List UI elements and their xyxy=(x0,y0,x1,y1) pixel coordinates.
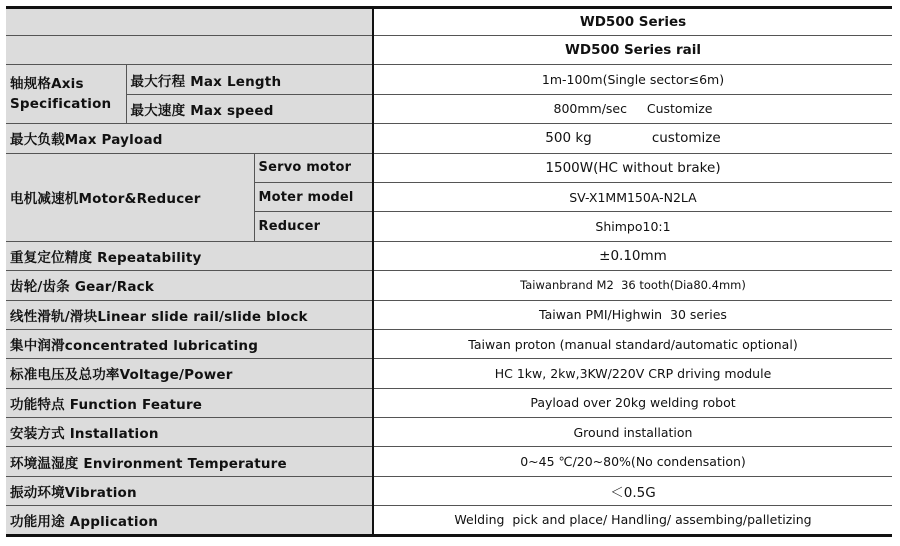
header-row-model xyxy=(6,36,892,65)
reducer-label: Reducer xyxy=(254,212,373,241)
repeatability-label: 重复定位精度 Repeatability xyxy=(6,241,373,270)
table-row xyxy=(6,153,892,182)
servo-motor-value: 1500W(HC without brake) xyxy=(373,153,892,182)
max-speed-label: 最大速度 Max speed xyxy=(126,94,373,123)
table-row xyxy=(6,329,892,358)
max-speed-value: 800mm/sec Customize xyxy=(373,94,892,123)
table-row xyxy=(6,388,892,417)
lubricating-label: 集中润滑concentrated lubricating xyxy=(6,329,373,358)
environment-label: 环境温湿度 Environment Temperature xyxy=(6,447,373,476)
motor-group-label: 电机减速机Motor&Reducer xyxy=(6,153,254,241)
table-row xyxy=(6,271,892,300)
table-row xyxy=(6,124,892,153)
servo-motor-label: Servo motor xyxy=(254,153,373,182)
application-label: 功能用途 Application xyxy=(6,506,373,535)
max-payload-value: 500 kg customize xyxy=(373,124,892,153)
vibration-label: 振动环境Vibration xyxy=(6,476,373,505)
table-row xyxy=(6,94,892,123)
table-row xyxy=(6,241,892,270)
header-blank-cell xyxy=(6,8,373,36)
application-value: Welding pick and place/ Handling/ assembing/palletizing xyxy=(373,506,892,535)
spec-table xyxy=(6,6,892,537)
max-payload-label: 最大负载Max Payload xyxy=(6,124,373,153)
header-blank-cell xyxy=(6,36,373,65)
voltage-power-label: 标准电压及总功率Voltage/Power xyxy=(6,359,373,388)
gear-rack-value: Taiwanbrand M2 36 tooth(Dia80.4mm) xyxy=(373,271,892,300)
installation-label: 安装方式 Installation xyxy=(6,418,373,447)
table-row xyxy=(6,447,892,476)
function-feature-label: 功能特点 Function Feature xyxy=(6,388,373,417)
max-length-value: 1m-100m(Single sector≤6m) xyxy=(373,65,892,94)
table-row xyxy=(6,506,892,535)
lubricating-value: Taiwan proton (manual standard/automatic optional) xyxy=(373,329,892,358)
function-feature-value: Payload over 20kg welding robot xyxy=(373,388,892,417)
voltage-power-value: HC 1kw, 2kw,3KW/220V CRP driving module xyxy=(373,359,892,388)
table-row xyxy=(6,300,892,329)
environment-value: 0~45 ℃/20~80%(No condensation) xyxy=(373,447,892,476)
vibration-value: ＜0.5G xyxy=(373,476,892,505)
axis-group-label: 轴规格Axis Specification xyxy=(6,65,126,124)
installation-value: Ground installation xyxy=(373,418,892,447)
linear-slide-value: Taiwan PMI/Highwin 30 series xyxy=(373,300,892,329)
series-title: WD500 Series xyxy=(373,8,892,36)
table-row xyxy=(6,65,892,94)
table-row xyxy=(6,359,892,388)
max-length-label: 最大行程 Max Length xyxy=(126,65,373,94)
table-row xyxy=(6,418,892,447)
model-title: WD500 Series rail xyxy=(373,36,892,65)
linear-slide-label: 线性滑轨/滑块Linear slide rail/slide block xyxy=(6,300,373,329)
motor-model-label: Moter model xyxy=(254,182,373,211)
table-row xyxy=(6,476,892,505)
motor-model-value: SV-X1MM150A-N2LA xyxy=(373,182,892,211)
header-row-series xyxy=(6,8,892,36)
reducer-value: Shimpo10:1 xyxy=(373,212,892,241)
repeatability-value: ±0.10mm xyxy=(373,241,892,270)
gear-rack-label: 齿轮/齿条 Gear/Rack xyxy=(6,271,373,300)
